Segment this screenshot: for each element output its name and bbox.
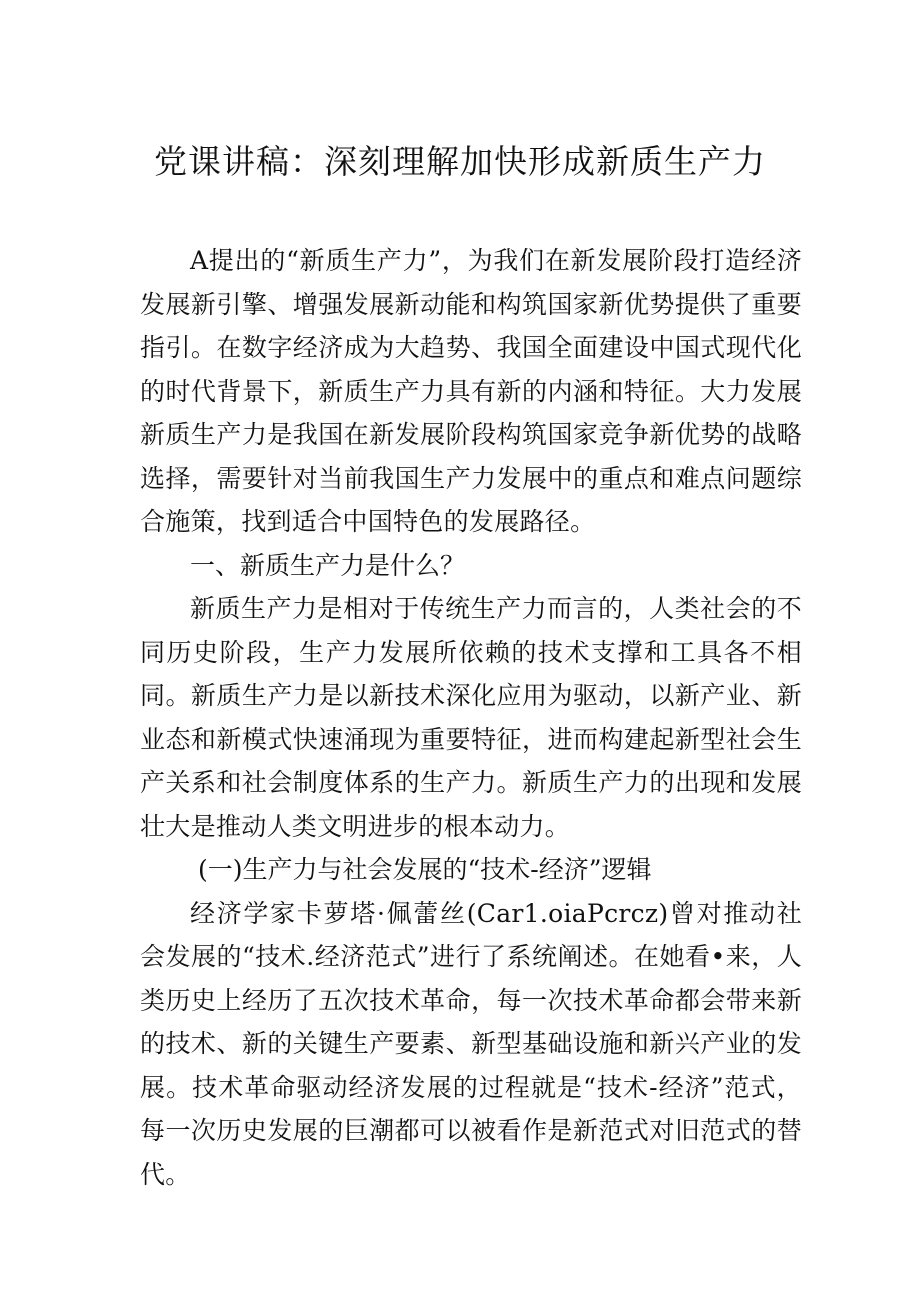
section-heading-1: 一、新质生产力是什么？: [190, 550, 466, 580]
document-title: 党课讲稿：深刻理解加快形成新质生产力: [154, 142, 766, 181]
paragraph-definition: 新质生产力是相对于传统生产力而言的，人类社会的不同历史阶段，生产力发展所依赖的技术支撑和工具各不相同。新质生产力是以新技术深化应用为驱动，以新产业、新业态和新模式快速涌现为重要特征，进而构建起新型社会生产关系和社会制度体系的生产力。新质生产力的出现和发展壮大是推动人类文明进步的根本动力。: [140, 594, 802, 841]
paragraph-intro: A提出的“新质生产力”，为我们在新发展阶段打造经济发展新引擎、增强发展新动能和构筑国家新优势提供了重要指引。在数字经济成为大趋势、我国全面建设中国式现代化的时代背景下，新质生产力具有新的内涵和特征。大力发展新质生产力是我国在新发展阶段构筑国家竞争新优势的战略选择，需要针对当前我国生产力发展中的重点和难点问题综合施策，找到适合中国特色的发展路径。: [140, 246, 802, 536]
subsection-heading-1: (一)生产力与社会发展的“技术-经济”逻辑: [198, 855, 652, 884]
document-body: [140, 239, 802, 1196]
paragraph-tech-economy: 经济学家卡萝塔·佩蕾丝(Car1.oiaPcrcz)曾对推动社会发展的“技术.经济范式”进行了系统阐述。在她看•来，人类历史上经历了五次技术革命，每一次技术革命都会带来新的技术、新的关键生产要素、新型基础设施和新兴产业的发展。技术革命驱动经济发展的过程就是“技术-经济”范式，每一次历史发展的巨潮都可以被看作是新范式对旧范式的替代。: [140, 898, 802, 1189]
